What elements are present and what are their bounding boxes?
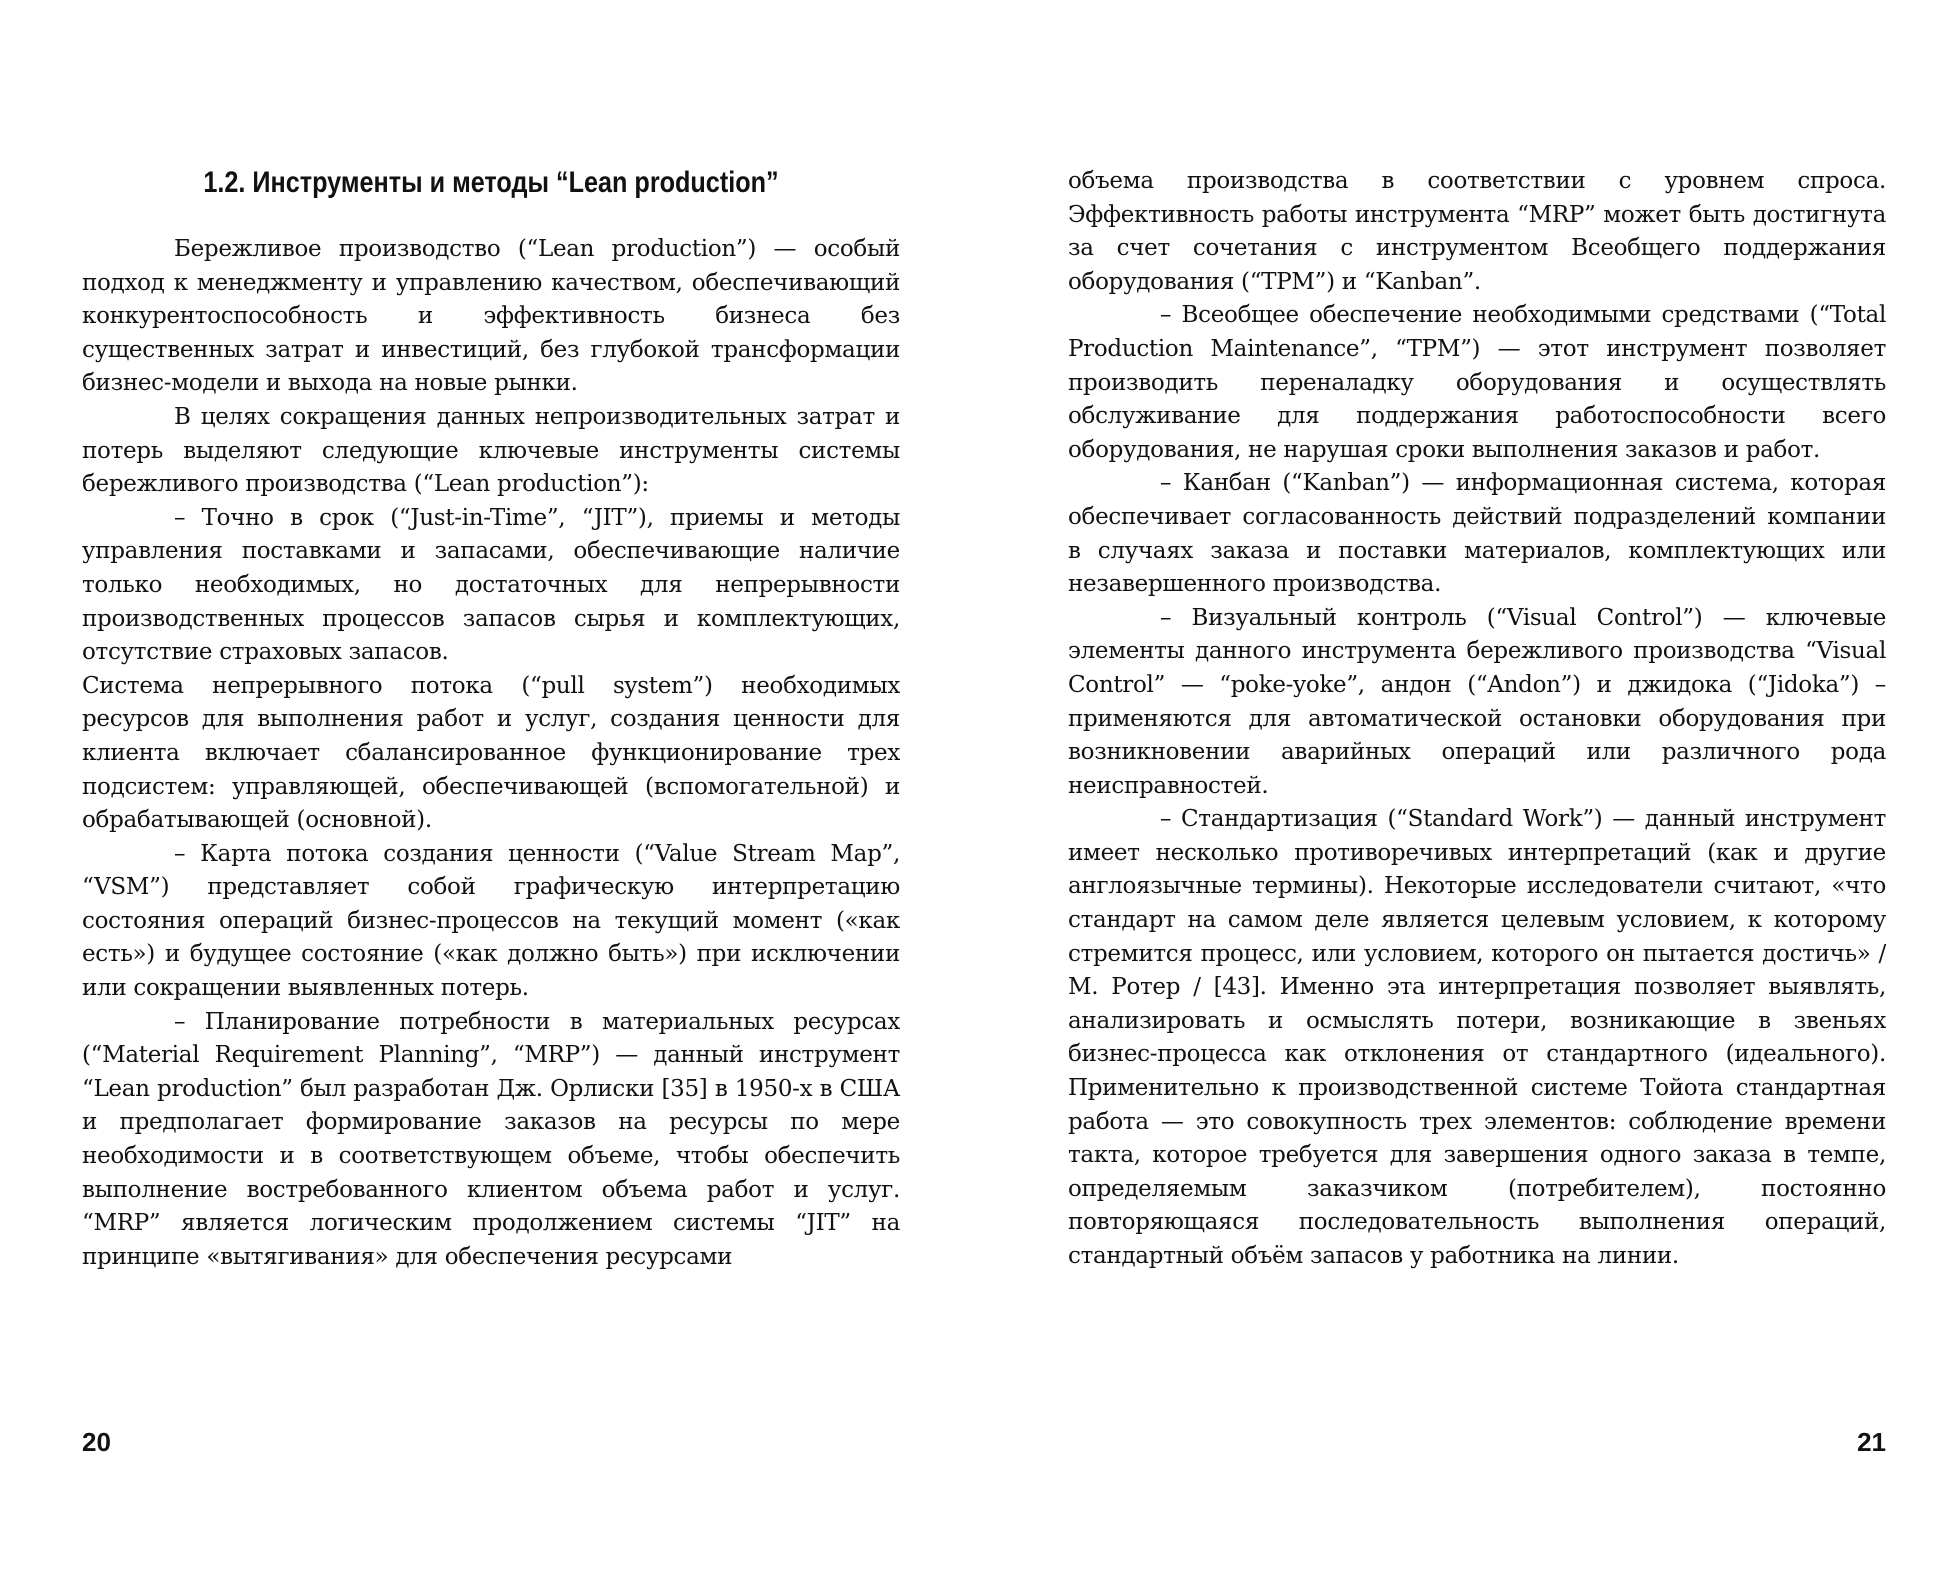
list-item-jit: – Точно в срок (“Just-in-Time”, “JIT”), приемы и методы управления поставками и запасами, обеспечивающие наличие только необходимых, но достаточных для непрерывности производственных процессов запасов сырья и комплектующих, отсутствие страховых запасов. [82, 504, 900, 666]
page-number: 20 [82, 1427, 111, 1457]
right-page-body [1068, 165, 1886, 1274]
page-number: 21 [1857, 1427, 1886, 1457]
section-title: 1.2. Инструменты и методы “Lean production” [203, 166, 779, 199]
list-item-standard-work: – Стандартизация (“Standard Work”) — данный инструмент имеет несколько противоречивых интерпретаций (как и другие англоязычные термины). Некоторые исследователи считают, «что стандарт на самом деле является целевым условием, к которому стремится процесс, или условием, которого он пытается достичь» /М. Ротер / [43]. Именно эта интерпретация позволяет выявлять, анализировать и осмыслять потери, возникающие в звеньях бизнес-процесса как отклонения от стандартного (идеального). Применительно к производственной системе Тойота стандартная работа — это совокупность трех элементов: соблюдение времени такта, которое требуется для завершения одного заказа в темпе, определяемым заказчиком (потребителем), постоянно повторяющаяся последовательность выполнения операций, стандартный объём запасов у работника на линии. [1068, 806, 1886, 1269]
left-page-body [82, 233, 900, 1274]
list-item-mrp: – Планирование потребности в материальных ресурсах (“Material Requirement Planning”, “MRP”) — данный инструмент “Lean production” был разработан Дж. Орлиски [35] в 1950-х в США и предполагает формирование заказов на ресурсы по мере необходимости и в соответствующем объеме, чтобы обеспечить выполнение востребованного клиентом объема работ и услуг. “MRP” является логическим продолжением системы “JIT” на принципе «вытягивания» для обеспечения ресурсами [82, 1008, 900, 1270]
right-page [1068, 0, 1886, 1574]
paragraph: Бережливое производство (“Lean production”) — особый подход к менеджменту и управлению качеством, обеспечивающий конкурентоспособность и эффективность бизнеса без существенных затрат и инвестиций, без глубокой трансформации бизнес-модели и выхода на новые рынки. [82, 236, 900, 397]
list-item-kanban: – Канбан (“Kanban”) — информационная система, которая обеспечивает согласованность действий подразделений компании в случаях заказа и поставки материалов, комплектующих или незавершенного производства. [1068, 470, 1886, 598]
list-item-tpm: – Всеобщее обеспечение необходимыми средствами (“Total Production Maintenance”, “TPM”) — этот инструмент позволяет производить переналадку оборудования и осуществлять обслуживание для поддержания работоспособности всего оборудования, не нарушая сроки выполнения заказов и работ. [1068, 302, 1886, 463]
paragraph: Система непрерывного потока (“pull system”) необходимых ресурсов для выполнения работ и услуг, создания ценности для клиента включает сбалансированное функционирование трех подсистем: управляющей, обеспечивающей (вспомогательной) и обрабатывающей (основной). [82, 672, 900, 834]
list-item-visual-control: – Визуальный контроль (“Visual Control”) — ключевые элементы данного инструмента бережливого производства “Visual Control” — “poke-yoke”, андон (“Andon”) и джидока (“Jidoka”) – применяются для автоматической остановки оборудования при возникновении аварийных операций или различного рода неисправностей. [1068, 604, 1886, 799]
list-item-vsm: – Карта потока создания ценности (“Value Stream Map”, “VSM”) представляет собой графическую интерпретацию состояния операций бизнес-процессов на текущий момент («как есть») и будущее состояние («как должно быть») при исключении или сокращении выявленных потерь. [82, 840, 900, 1002]
left-page [82, 0, 900, 1574]
paragraph: В целях сокращения данных непроизводительных затрат и потерь выделяют следующие ключевые инструменты системы бережливого производства (“Lean production”): [82, 403, 900, 498]
paragraph: объема производства в соответствии с уровнем спроса. Эффективность работы инструмента “MRP” может быть достигнута за счет сочетания с инструментом Всеобщего поддержания оборудования (“TPM”) и “Kanban”. [1068, 168, 1886, 295]
